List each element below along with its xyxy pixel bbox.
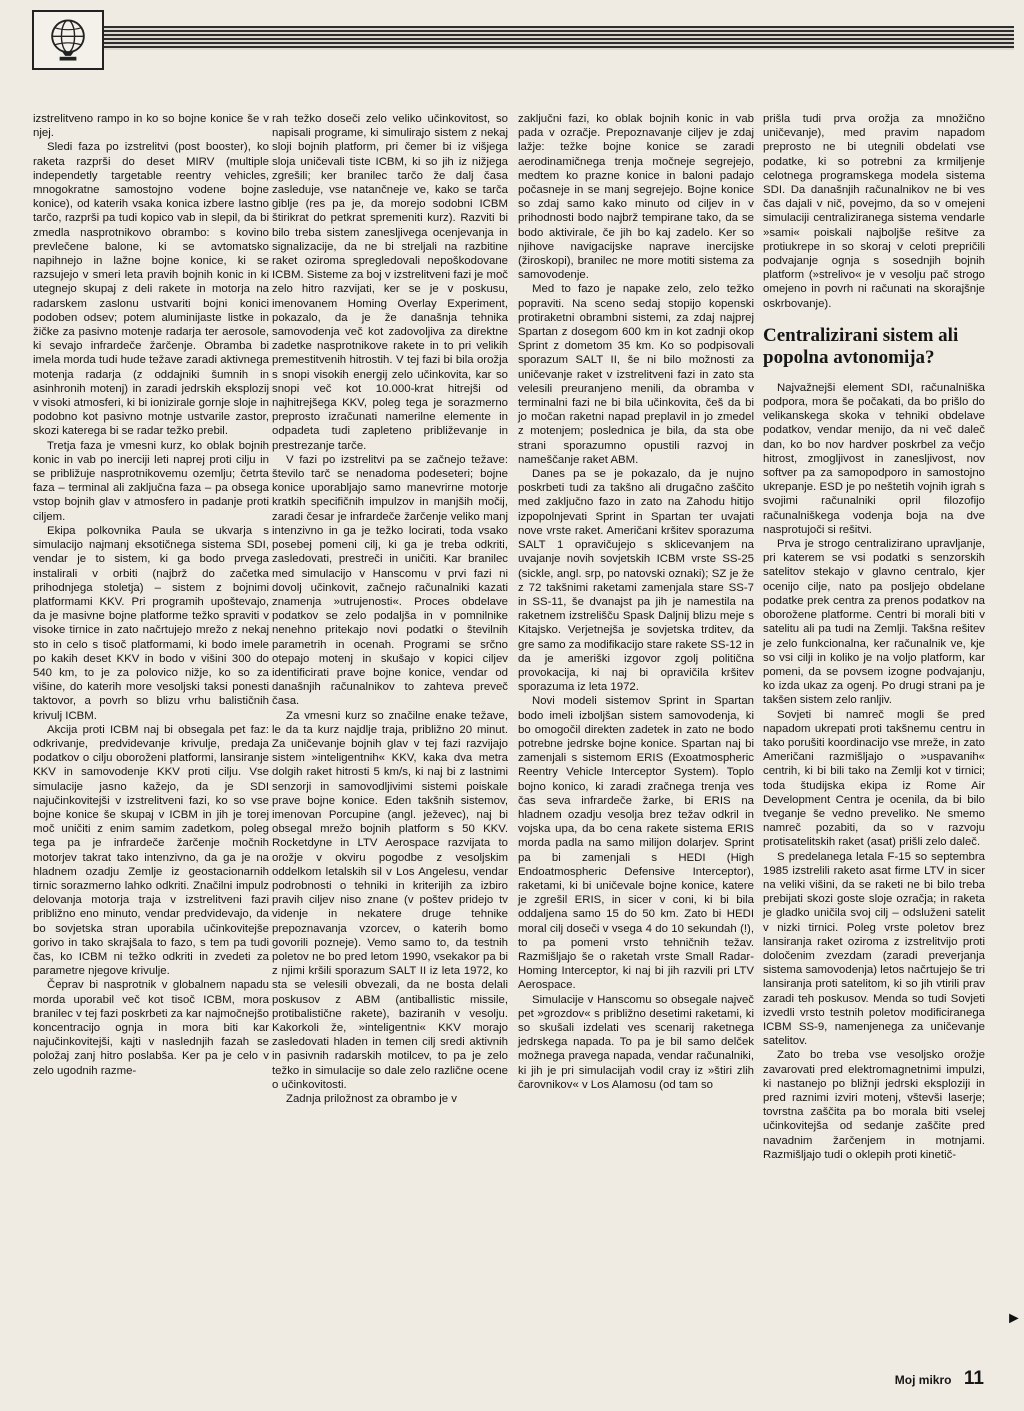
paragraph: izstrelitveno rampo in ko so bojne konice še v njej. [33, 113, 269, 140]
paragraph: Zato bo treba vse vesoljsko orožje zavarovati pred elektromagnetnimi impulzi, ki nastanejo po bližnji jedrski eksploziji in pred raznimi izviri motenj, vštevši laserje; tovrstna zaščita pa bo morala biti vselej učinkovitejša od sedanje zaščite pred navadnim žarčenjem in motnjami. Razmišljajo tudi o oklepih proti kinetič- [763, 1049, 985, 1161]
section-subheading: Centralizirani sistem ali popolna avtonomija? [763, 324, 959, 368]
text-column-2 [272, 112, 508, 1106]
paragraph: Tretja faza je vmesni kurz, ko oblak bojnih konic in vab po inerciji leti naprej proti cilju in se približuje nasprotnikovemu ozemlju; četrta faza – terminal ali zaključna faza – pa obsega vstop bojnih glav v atmosfero in padanje proti ciljem. [33, 439, 269, 523]
paragraph: Prva je strogo centralizirano upravljanje, pri katerem se vsi podatki s senzorskih satelitov stekajo v glavno centralo, kjer ocenijo cilje, nato pa posljejo obdelane podatke prek centra za prenos podatkov na oborožene platforme. Centri bi morali biti v satelitu ali pa tudi na Zemlji. Takšna rešitev je zelo funkcionalna, ker računalnik ve, kje so vsi cilji in koliko je na voljo platform, kar pomeni, da se povsem izogne podvajanju, ko izda ukaz za ogenj. Po drugi strani pa je takšen sistem zelo ranljiv. [763, 538, 985, 707]
paragraph: rah težko doseči zelo veliko učinkovitost, so napisali programe, ki simulirajo sistem z nekaj sloji bojnih platform, pri čemer bi iz višjega sloja uničevali tiste ICBM, ki so jih iz nižjega zgrešili; ker branilec tarčo že dalj časa zasleduje, vse natančneje ve, kako se tarča giblje (res pa je, da morejo sodobni ICBM štirikrat do petkrat spremeniti kurz). Razviti bi bilo treba sistem zanesljivega ocenjevanja in signalizacije, da ne bi streljali na razbitine raket oziroma spregledovali nepoškodovane ICBM. Sisteme za boj v izstrelitveni fazi je moč zelo hitro razvijati, ker se je v poskusu, imenovanem Homing Overlay Experiment, pokazalo, da je že današnja tehnika samovodenja več kot zadovoljiva za direktne zadetke nasprotnikove rakete in to pri velikih premestitvenih hitrostih. V tej fazi bi bila orožja s snopi visokih energij zelo učinkovita, kar so snopi več kot 10.000-krat hitrejši od najhitrejšega KKV, poleg tega je sorazmerno preprosto izračunati namerilne elemente in odpadeta tudi zapleteno približevanje in prestrezanje tarče. [272, 113, 508, 452]
paragraph: Danes pa se je pokazalo, da je nujno poskrbeti tudi za takšno ali drugačno zaščito med zaključno fazo in zato na Zahodu hitijo izpopolnjevati Sprint in Spartan ter uvajati nove vrste raket. Američani kršitev sporazuma SALT 1 opravičujejo s sklicevanjem na uvajanje novih sovjetskih ICBM vrste SS-25 (sickle, angl. srp, po natovski oznaki); SZ je že z 72 takšnimi raketami zamenjala stare SS-7 in SS-11, še dvanajst pa jih je namestila na raketnem izstrelišču Spask Daljnij blizu meje s Kitajsko. Verjetnejša je sovjetska trditev, da gre samo za modifikacijo stare rakete SS-12 in da je ameriški izgovor zgolj politična provokacija, ki naj bi opravičila kršitev sporazuma iz leta 1972. [518, 468, 754, 694]
paragraph: Za vmesni kurz so značilne enake težave, le da ta kurz najdlje traja, približno 20 minut. Za uničevanje bojnih glav v tej fazi razvijajo sistem »inteligentnih« KKV, kaka dva metra dolgih raket hitrosti 5 km/s, ki naj bi z lastnimi senzorji in samovodljivimi sistemi poiskale prave bojne konice. Eden takšnih sistemov, imenovan Porcupine (angl. ježevec), naj bi obsegal mrežo bojnih platform s 50 KKV. Rocketdyne in LTV Aerospace razvijata to orožje v okviru pogodbe z vesoljskim oddelkom letalskih sil v Los Angelesu, vendar podrobnosti o tehniki in kriterijih za izbiro pravih ciljev niso znane (v poštev pridejo tv videnje in nekatere druge tehnike prepoznavanja vzorcev, o katerih bomo govorili pozneje). Vemo samo to, da testnih poletov ne bo pred letom 1990, vsekakor pa bi z njimi kršili sporazum SALT II iz leta 1972, ko sta se velesili obvezali, da ne bosta delali poskusov z ABM (antiballistic missile, protibalistične rakete), baziranih v vesolju. Kakorkoli že, »inteligentni« KKV morajo zasledovati hladen in temen cilj sredi aktivnih in pasivnih radarskih motilcev, to pa je zelo težko in simulacije so dale zelo različne ocene o učinkovitosti. [272, 709, 508, 1091]
paragraph: Sovjeti bi namreč mogli še pred napadom ukrepati proti takšnemu centru in tako porušiti koordinacijo vse mreže, in zato Američani razmišljajo o »uspavanih« centrih, ki bi bili tako na Zemlji kot v tirnici; toda študijska ekipa iz Rome Air Development Centra je ocenila, da bi bilo tveganje še vedno preveliko. Ne smemo namreč pozabiti, da so v razvoju protisatelitskih raket (asat) prišli zelo daleč. [763, 708, 985, 849]
paragraph: Najvažnejši element SDI, računalniška podpora, mora še počakati, da bo prišlo do velikanskega skoka v tehniki obdelave podatkov, vendar menijo, da ni več daleč dan, ko bo nov hardver poskrbel za večjo hitrost, zmogljivost in zanesljivost, nov softver pa za samopodporo in samostojno ukrepanje. ESD je po neštetih vojnih igrah s svojimi računalniki opril filozofijo računalniškega vodenja boja na dve nasprotujoči si rešitvi. [763, 381, 985, 536]
column-4-intro [763, 112, 985, 311]
paragraph: Simulacije v Hanscomu so obsegale največ pet »grozdov« s približno desetimi raketami, ki so skušali izdelati ves scenarij raketnega jedrskega napada. To pa je bil samo delček možnega pravega napada, vendar računalniki, ki jih je pri simulacijah vodil cray iz »štiri zlih čarovnikov« v Los Alamosu (od tam so [518, 993, 754, 1091]
paragraph: Med to fazo je napake zelo, zelo težko popraviti. Na sceno sedaj stopijo kopenski protiraketni obrambni sistemi, za zdaj najprej Spartan z dosegom 600 km in kot zadnji okop Sprint z dometom 35 km. Ko so podpisovali sporazum SALT II, še ni bilo možnosti za uničevanje raket v izstrelitveni fazi in zato sta velesili preuranjeno menili, da obramba v terminalni fazi ne bi bila učinkovita, češ da bi jo močan raketni napad preplavil in jo zmedel z motenjem; poslednica je bila, da sta obe strani sporazumno opustili razvoj in nameščanje raket ABM. [518, 283, 754, 466]
text-column-4 [763, 112, 985, 1162]
paragraph: Novi modeli sistemov Sprint in Spartan bodo imeli izboljšan sistem samovodenja, ki bo omogočil direkten zadetek in zato ne bodo potrebne jedrske bojne konice. Spartan naj bi zamenjali s sistemom ERIS (Exoatmospheric Reentry Vehicle Interceptor System). Toplo bojno konico, ki zaradi zračnega trenja ves čas seva infrardeče žarke, bi ERIS na hladnem ozadju vesolja brez težav odkril in vojska upa, da bo cena rakete sistema ERIS morda padla na samo milijon dolarjev. Sprint pa bi zamenjali s HEDI (High Endoatmospheric Defensive Interceptor), raketami, ki bi uničevale bojne konice, katere je zgrešil ERIS, in sicer v coni, ki bi bila oddaljena samo 15 do 50 km. Zato bi HEDI moral cilj doseči v vsega 4 do 10 sekundah (!), to pa pomeni vrsto tehničnih težav. Razmišljajo še o raketah vrste Small Radar-Homing Interceptor, ki naj bi jih razvili pri LTV Aerospace. [518, 695, 754, 992]
header-band [96, 26, 1014, 50]
column-4-body [763, 381, 985, 1162]
paragraph: Sledi faza po izstrelitvi (post booster), ko raketa razprši do deset MIRV (multiple independetly targetable reentry vehicles, mnogokratne samostojno vodene bojne konice), od katerih vsaka konica izbere lastno tarčo, razprši pa tudi kopico vab in slepil, da bi zmedla nasprotnikovo obrambo: s kovino prevlečene balone, ki se avtomatsko napihnejo in lažne bojne konice, ki se razsujejo v smeri leta pravih bojnih konic in ki utegnejo skupaj z deli rakete in motorja na radarskem zaslonu ustvariti bojni konici podoben odsev; potem aluminijaste listke in žičke za pasivno motenje radarja ter aerosole, ki sevajo infrardeče žarčenje. Obramba bi imela morda tudi hude težave zaradi aktivnega motenja radarja (z oddajniki šumnih in asinhronih motenj) in zaradi jedrskih eksplozij v visoki atmosferi, ki bi ionizirale gornje sloje in podobno kot pasivno motnje ustvarile zastor, skozi katerega bi se radar težko prebil. [33, 141, 269, 438]
paragraph: zaključni fazi, ko oblak bojnih konic in vab pada v ozračje. Prepoznavanje ciljev je zdaj lažje: težke bojne konice se zaradi aerodinamičnega trenja močneje segrejejo, medtem ko prazne konice in baloni padajo počasneje in se manj segrejejo. Bojne konice so zdaj samo kako minuto od ciljev in v prihodnosti bodo najbrž tempirane tako, da se bodo aktivirale, če jih bo kaj zadelo. Ker so njihove navigacijske naprave inercijske (žiroskopi), branilec ne more motiti sistema za samovodenje. [518, 113, 754, 282]
page-footer [895, 1368, 984, 1390]
paragraph: S predelanega letala F-15 so septembra 1985 izstrelili raketo asat firme LTV in sicer na veliki višini, da se raketi ne bi bilo treba prebijati skozi goste sloje ozračja; in raketa je gladko uničila svoj cilj – odsluženi satelit v nizki tirnici. Poleg vrste poletov brez lansiranja raket oziroma z izstrelitvijo proti določenim zvezdam (zaradi preverjanja sistema samovodenja) letos načrtujejo še tri lansiranja proti satelitom, ki so jih vtirili prav zaradi teh poskusov. Menda so tudi Sovjeti izvedli vrsto testnih poletov modificiranega ICBM SS-9, namenjenega za uničevanje satelitov. [763, 850, 985, 1048]
globe-icon [32, 10, 104, 70]
text-column-1 [33, 112, 269, 1078]
paragraph: Ekipa polkovnika Paula se ukvarja s simulacijo najmanj eksotičnega sistema SDI, vendar je to sistem, ki ga bodo prvega instalirali v orbiti (najbrž do začetka prihodnjega stoletja) – sistem z bojnimi platformami KKV. Pri programih upoštevajo, da je masivne bojne platforme težko spraviti v visoke tirnice in zato načrtujejo mrežo z nekaj sto in celo s tisoč platformami, ki bodo imele po kakih deset KKV in bodo v višini 300 do 540 km, to je za polovico nižje, ko so za višine, do katerih more vesoljski taksi ponesti taktovor, a povrh so blizu vrhu balističnih krivulj ICBM. [33, 524, 269, 722]
text-column-3 [518, 112, 754, 1092]
paragraph: Čeprav bi nasprotnik v globalnem napadu morda uporabil več kot tisoč ICBM, mora branilec v tej fazi poskrbeti za kar najmočnejšo koncentracijo ognja in mora biti kar najučinkovitejši, kajti v naslednjih fazah se položaj zanj hitro poslabša. Ker pa je celo v zelo ugodnih razme- [33, 979, 269, 1077]
paragraph: Akcija proti ICBM naj bi obsegala pet faz: odkrivanje, predvidevanje krivulje, predaja podatkov o cilju oboroženi platformi, lansiranje KKV in samovodenje KKV proti cilju. Vse simulacije jasno kažejo, da je SDI najučinkovitejši v izstrelitveni fazi, ko so vse bojne konice še skupaj v ICBM in jih je torej moč uničiti z enim samim zadetkom, poleg tega pa je infrardeče žarčenje močnih motorjev takrat tako intenzivno, da ga je na hladnem ozadju Zemlje iz geostacionarnih tirnic sorazmerno lahko odkriti. Značilni impulz delovanja motorja traja v izstrelitveni fazi približno eno minuto, vendar predvidevajo, da bo sovjetska stran uporabila učinkovitejše gorivo in tako skrajšala to fazo, s tem pa tudi čas, ko ICBM ni težko odkriti in zvedeti za parametre njegove krivulje. [33, 723, 269, 978]
paragraph: V fazi po izstrelitvi pa se začnejo težave: število tarč se nenadoma podeseteri; bojne konice uporabljajo samo manevrirne motorje kratkih specifičnih impulzov in manjših močij, zaradi česar je infrardeče žarčenje veliko manj intenzivno in ga je težko locirati, toda vsako posebej pomeni cilj, ki ga je treba odkriti, zasledovati, prestreči in uničiti. Kar branilec med simulacijo v Hanscomu v prvi fazi ni dovolj učinkovit, začnejo računalniki kazati znamenja »utrujenosti«. Proces obdelave podatkov se zelo podaljša in v pomnilnike nenehno pritekajo novi podatki o številnih parametrih in ocenah. Programi se srčno otepajo motenj in skušajo v kopici ciljev identificirati prave bojne konice, vendar od današnjih računalnikov to zahteva preveč časa. [272, 453, 508, 708]
magazine-name: Moj mikro [894, 1373, 952, 1387]
paragraph: Zadnja priložnost za obrambo je v [286, 1093, 457, 1106]
arrow-right-icon: ► [1006, 1310, 1022, 1327]
page-number: 11 [963, 1368, 984, 1389]
paragraph: prišla tudi prva orožja za množično uničevanje), med pravim napadom preprosto ne bi utegnili obdelati vse podatke, ki so potrebni za krmiljenje celotnega programskega modela sistema SDI. Da današnjih računalnikov ne bi ves čas dajali v nič, povejmo, da so v omejeni simulaciji centraliziranega sistema vendarle »sami« poiskali najboljše rešitve za protiukrepe in so skoraj v celoti prepričili podvajanje ognja s sosednjih bojnih platform (»strelivo« je v vesolju pač strogo omejeno in povrh ni računati na skorajšnje oskrbovanje). [763, 113, 985, 310]
